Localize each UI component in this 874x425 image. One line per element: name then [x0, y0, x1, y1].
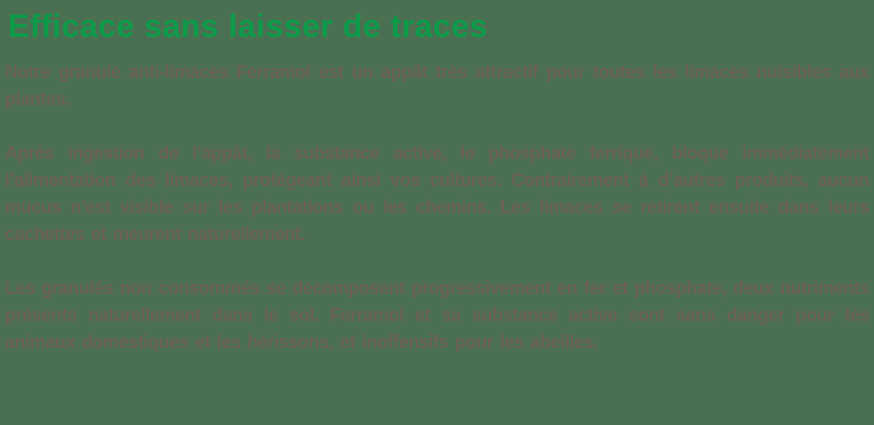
paragraph-intro: Notre granulé anti-limaces Ferramol est un appât très attractif pour toutes les limaces nuisibles aux plantes.: [5, 62, 869, 109]
paragraph-safety: Les granulés non consommés se décomposent progressivement en fer et phosphate, deux nutriments présents naturellement dans le sol. Ferramol et sa substance active sont sans danger pour les animaux domestiques et les hérissons, et inoffensifs pour les abeilles.: [5, 278, 869, 352]
page-title: Efficace sans laisser de traces: [8, 8, 488, 44]
paragraph-mode-of-action: Après ingestion de l’appât, la substance active, le phosphate ferrique, bloque immédiatement l’alimentation des limaces, protégeant ainsi vos cultures. Contrairement à d’autres produits, aucun mucus n’est visible sur les plantations ou les chemins. Les limaces se retirent ensuite dans leurs cachettes et meurent naturellement.: [5, 143, 869, 244]
